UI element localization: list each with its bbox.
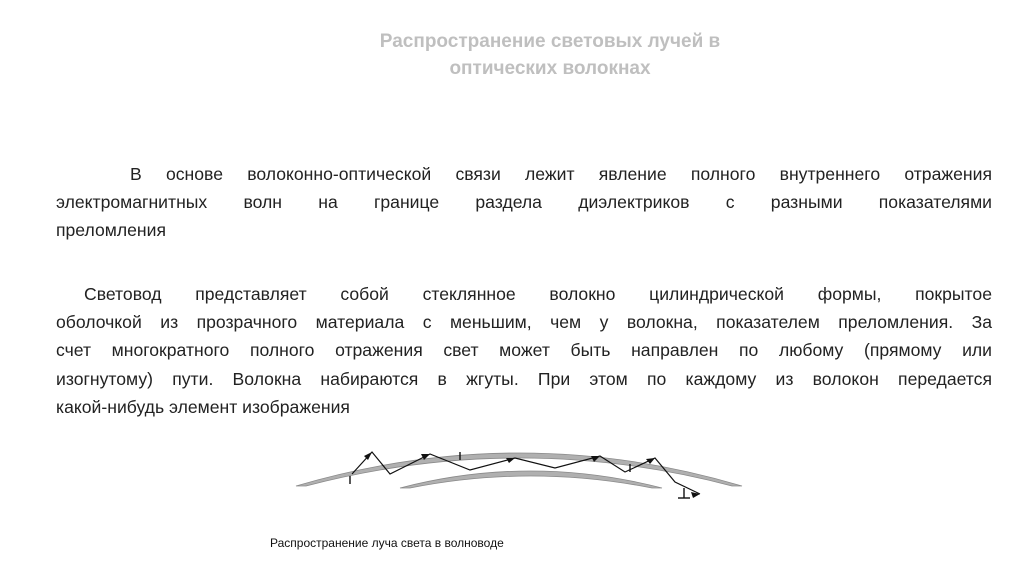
slide-title-line-2: оптических волокнах	[449, 58, 651, 79]
slide-title	[300, 28, 800, 82]
paragraph-total-internal-reflection	[56, 160, 992, 245]
figure-caption: Распространение луча света в волноводе	[270, 536, 504, 550]
paragraph2-line-5: какой-нибудь элемент изображения	[56, 396, 350, 417]
waveguide-figure	[280, 432, 760, 512]
paragraph2-line-1: Световод представляет собой стеклянное волокно цилиндрической формы, покрытое	[84, 284, 992, 304]
paragraph-light-guide	[56, 280, 992, 421]
paragraph1-line-1: В основе волоконно-оптической связи лежит явление полного внутреннего отражения	[130, 164, 992, 184]
waveguide-inner-cladding	[400, 471, 662, 488]
paragraph2-line-2: оболочкой из прозрачного материала с меньшим, чем у волокна, показателем преломления. За	[56, 312, 992, 333]
paragraph2-line-3: счет многократного полного отражения свет может быть направлен по любому (прямому или	[56, 340, 992, 361]
paragraph1-line-2: электромагнитных волн на границе раздела диэлектриков с разными показателями	[56, 192, 992, 213]
waveguide-outer-cladding	[296, 453, 742, 486]
slide-title-line-1: Распространение световых лучей в	[379, 31, 721, 52]
paragraph1-line-3: преломления	[56, 220, 166, 241]
paragraph2-line-4: изогнутому) пути. Волокна набираются в жгуты. При этом по каждому из волокон передается	[56, 368, 992, 389]
